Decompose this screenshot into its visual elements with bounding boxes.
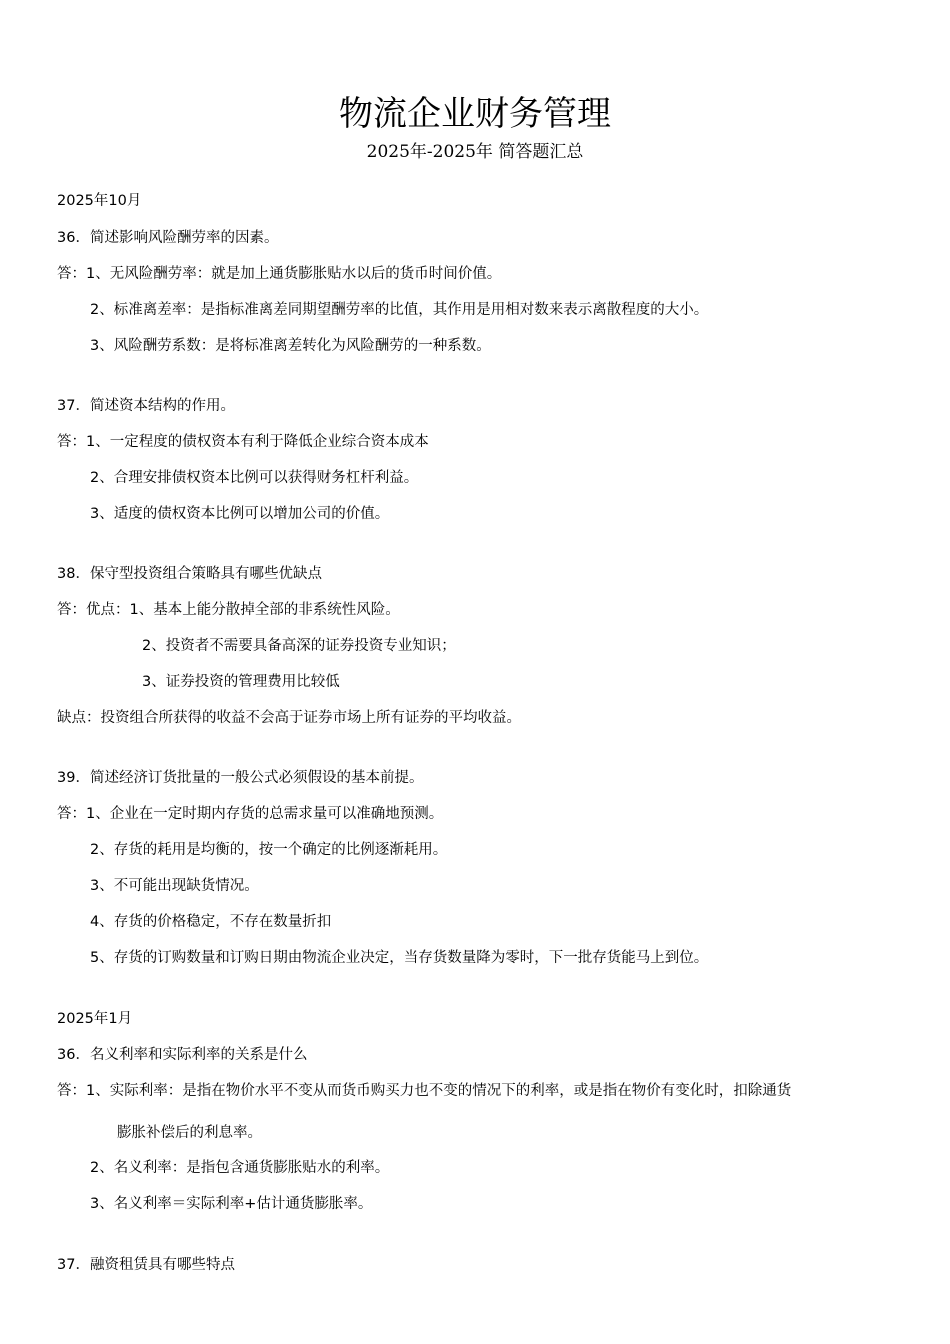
answer-line: 3、名义利率＝实际利率+估计通货膨胀率。: [90, 1196, 373, 1212]
answer-line: 4、存货的价格稳定，不存在数量折扣: [90, 914, 332, 930]
question-36: 36．简述影响风险酬劳率的因素。: [57, 230, 279, 246]
question-39: 39．简述经济订货批量的一般公式必须假设的基本前提。: [57, 770, 424, 786]
answer-line: 5、存货的订购数量和订购日期由物流企业决定，当存货数量降为零时，下一批存货能马上到位。: [90, 950, 709, 966]
document-subtitle: 2025年-2025年 简答题汇总: [366, 142, 584, 162]
question-37: 37．简述资本结构的作用。: [57, 398, 235, 414]
question-37: 37．融资租赁具有哪些特点: [57, 1257, 235, 1273]
answer-line: 膨胀补偿后的利息率。: [117, 1125, 262, 1141]
section-date-jan: 2025年1月: [57, 1011, 133, 1027]
answer-line: 答：1、无风险酬劳率：就是加上通货膨胀贴水以后的货币时间价值。: [57, 266, 502, 282]
answer-line: 答：1、实际利率：是指在物价水平不变从而货币购买力也不变的情况下的利率，或是指在物价有变化时，扣除通货: [57, 1083, 792, 1099]
answer-line: 答：1、企业在一定时期内存货的总需求量可以准确地预测。: [57, 806, 444, 822]
answer-line: 2、标准离差率：是指标准离差同期望酬劳率的比值，其作用是用相对数来表示离散程度的大小。: [90, 302, 709, 318]
question-38: 38．保守型投资组合策略具有哪些优缺点: [57, 566, 322, 582]
answer-line: 答：优点：1、基本上能分散掉全部的非系统性风险。: [57, 602, 400, 618]
question-36: 36．名义利率和实际利率的关系是什么: [57, 1047, 308, 1063]
answer-line: 缺点：投资组合所获得的收益不会高于证券市场上所有证券的平均收益。: [57, 710, 521, 726]
answer-line: 2、合理安排债权资本比例可以获得财务杠杆利益。: [90, 470, 419, 486]
section-date-oct: 2025年10月: [57, 193, 142, 209]
answer-line: 3、不可能出现缺货情况。: [90, 878, 259, 894]
answer-line: 3、适度的债权资本比例可以增加公司的价值。: [90, 506, 390, 522]
document-title: 物流企业财务管理: [339, 94, 611, 134]
answer-line: 2、存货的耗用是均衡的，按一个确定的比例逐渐耗用。: [90, 842, 448, 858]
answer-line: 2、名义利率：是指包含通货膨胀贴水的利率。: [90, 1160, 390, 1176]
answer-line: 答：1、一定程度的债权资本有利于降低企业综合资本成本: [57, 434, 429, 450]
answer-line: 2、投资者不需要具备高深的证券投资专业知识；: [142, 638, 456, 654]
answer-line: 3、风险酬劳系数：是将标准离差转化为风险酬劳的一种系数。: [90, 338, 491, 354]
answer-line: 3、证券投资的管理费用比较低: [142, 674, 340, 690]
